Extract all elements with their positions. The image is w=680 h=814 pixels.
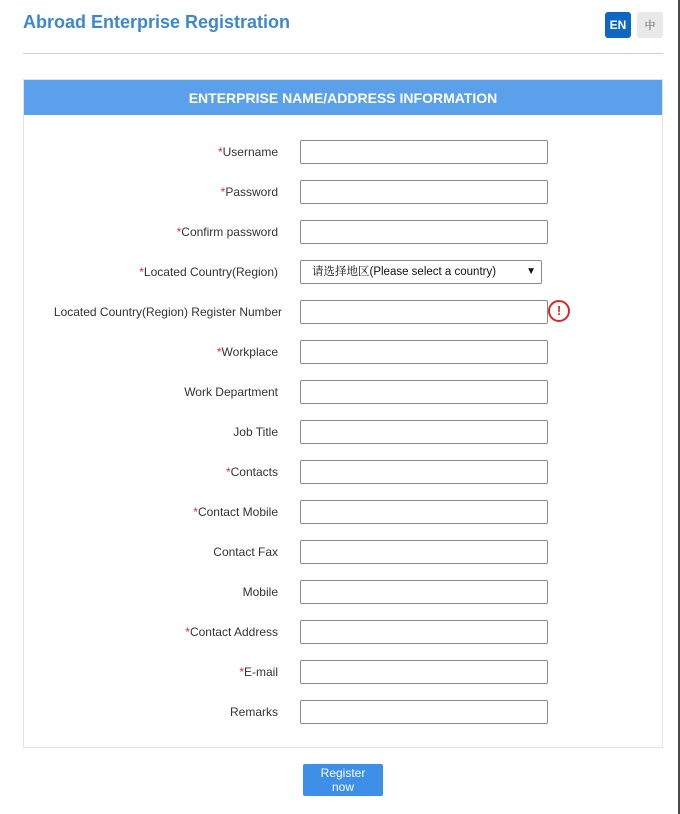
country-select-value: 请选择地区(Please select a country) <box>312 266 497 278</box>
required-mark: * <box>220 185 226 199</box>
register-number-row <box>24 300 662 324</box>
username-row <box>24 140 662 164</box>
contacts-input[interactable] <box>300 460 548 484</box>
contact-fax-row <box>24 540 662 564</box>
panel-title: ENTERPRISE NAME/ADDRESS INFORMATION <box>24 80 662 115</box>
contacts-row <box>24 460 662 484</box>
language-zh-button[interactable]: 中 <box>637 12 663 38</box>
work-department-row <box>24 380 662 404</box>
register-now-button[interactable]: Register now <box>303 764 383 796</box>
job-title-label: Job Title <box>233 425 278 439</box>
contacts-label: *Contacts <box>225 465 278 479</box>
required-mark: * <box>239 665 244 679</box>
mobile-row <box>24 580 662 604</box>
work-department-label: Work Department <box>184 385 278 399</box>
confirm-password-input[interactable] <box>300 220 548 244</box>
contact-address-input[interactable] <box>300 620 548 644</box>
country-label: *Located Country(Region) <box>139 265 278 279</box>
contact-address-row <box>24 620 662 644</box>
mobile-input[interactable] <box>300 580 548 604</box>
username-input[interactable] <box>300 140 548 164</box>
chevron-down-icon: ▼ <box>526 266 536 277</box>
contact-fax-label: Contact Fax <box>213 545 278 559</box>
workplace-input[interactable] <box>300 340 548 364</box>
contact-fax-input[interactable] <box>300 540 548 564</box>
required-mark: * <box>216 345 222 359</box>
country-select[interactable] <box>300 260 542 284</box>
required-mark: * <box>139 265 144 279</box>
mobile-label: Mobile <box>242 585 278 599</box>
required-mark: * <box>185 625 190 639</box>
header-divider <box>23 53 663 54</box>
contact-mobile-input[interactable] <box>300 500 548 524</box>
page-title: Abroad Enterprise Registration <box>23 12 291 32</box>
required-mark: * <box>225 465 231 479</box>
contact-address-label: *Contact Address <box>185 625 278 639</box>
required-mark: * <box>217 145 223 159</box>
registration-form-panel <box>23 79 663 748</box>
remarks-row <box>24 700 662 724</box>
email-row <box>24 660 662 684</box>
password-input[interactable] <box>300 180 548 204</box>
work-department-input[interactable] <box>300 380 548 404</box>
job-title-input[interactable] <box>300 420 548 444</box>
username-label: *Username <box>217 145 278 159</box>
workplace-row <box>24 340 662 364</box>
required-mark: * <box>176 225 182 239</box>
country-row <box>24 260 662 284</box>
language-en-button[interactable]: EN <box>605 12 631 38</box>
confirm-password-row <box>24 220 662 244</box>
remarks-label: Remarks <box>229 705 278 719</box>
password-row <box>24 180 662 204</box>
register-number-input[interactable] <box>300 300 548 324</box>
workplace-label: *Workplace <box>216 345 278 359</box>
remarks-input[interactable] <box>300 700 548 724</box>
contact-mobile-label: *Contact Mobile <box>193 505 278 519</box>
job-title-row <box>24 420 662 444</box>
password-label: *Password <box>220 185 278 199</box>
contact-mobile-row <box>24 500 662 524</box>
register-number-label: Located Country(Region) Register Number <box>53 305 282 319</box>
required-mark: * <box>193 505 198 519</box>
confirm-password-label: *Confirm password <box>176 225 278 239</box>
email-label: *E-mail <box>239 665 278 679</box>
alert-icon: ! <box>548 300 570 322</box>
email-input[interactable] <box>300 660 548 684</box>
